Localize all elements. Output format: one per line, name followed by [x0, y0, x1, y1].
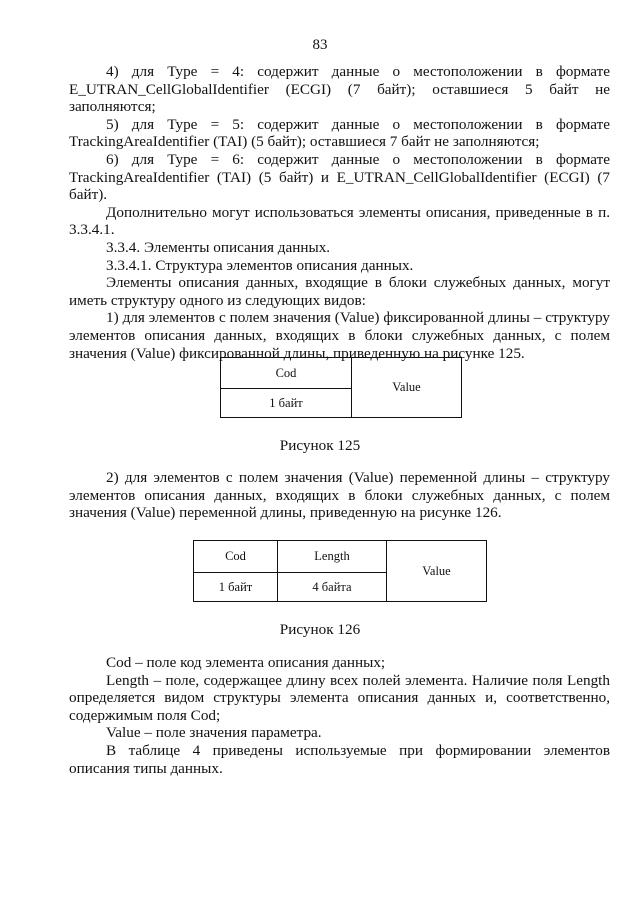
length-size-cell: 4 байта — [278, 573, 387, 602]
value-cell: Value — [352, 358, 462, 418]
paragraph: 5) для Type = 5: содержит данные о местоположении в формате TrackingAreaIdentifier (TAI) (5 байт); оставшиеся 7 байт не заполняются; — [69, 115, 610, 151]
section-heading: 3.3.4. Элементы описания данных. — [106, 238, 331, 256]
figure-126-table — [193, 540, 487, 602]
text-block-mid — [69, 469, 610, 522]
figure-125-table — [220, 357, 462, 418]
text-block-top — [69, 63, 610, 362]
cod-size-cell: 1 байт — [221, 389, 352, 418]
paragraph: 4) для Type = 4: содержит данные о местоположении в формате E_UTRAN_CellGlobalIdentifier (ECGI) (7 байт); оставшиеся 5 байт не заполняются; — [69, 63, 610, 116]
cod-cell: Cod — [194, 541, 278, 573]
paragraph: 2) для элементов с полем значения (Value) переменной длины – структуру элементов описания данных, входящих в блоки служебных данных, с полем значения (Value) переменной длины, приведенную на рисунке 126. — [69, 469, 610, 522]
page-number: 83 — [312, 37, 328, 53]
paragraph: Cod – поле код элемента описания данных; — [106, 654, 386, 671]
text-block-bottom — [69, 654, 610, 777]
value-cell: Value — [387, 541, 487, 602]
paragraph: Элементы описания данных, входящие в блоки служебных данных, могут иметь структуру одного из следующих видов: — [69, 274, 610, 309]
paragraph: 1) для элементов с полем значения (Value) фиксированной длины – структуру элементов описания данных, входящих в блоки служебных данных, с полем значения (Value) фиксированной длины, приведенную на рисунке 125. — [69, 309, 610, 362]
paragraph: В таблице 4 приведены используемые при формировании элементов описания типы данных. — [69, 741, 610, 777]
figure-126-caption: Рисунок 126 — [279, 621, 361, 638]
paragraph: Дополнительно могут использоваться элементы описания, приведенные в п. 3.3.4.1. — [69, 203, 610, 239]
paragraph: Value – поле значения параметра. — [106, 724, 322, 742]
figure-125-caption: Рисунок 125 — [279, 437, 361, 454]
paragraph: Length – поле, содержащее длину всех полей элемента. Наличие поля Length определяется видом структуры элемента описания данных и, соответственно, содержимым поля Cod; — [69, 671, 610, 724]
length-cell: Length — [278, 541, 387, 573]
subsection-heading: 3.3.4.1. Структура элементов описания данных. — [106, 256, 414, 274]
cod-size-cell: 1 байт — [194, 573, 278, 602]
paragraph: 6) для Type = 6: содержит данные о местоположении в формате TrackingAreaIdentifier (TAI) (5 байт) и E_UTRAN_CellGlobalIdentifier (ECGI) (7 байт). — [69, 150, 610, 204]
cod-cell: Cod — [221, 358, 352, 389]
